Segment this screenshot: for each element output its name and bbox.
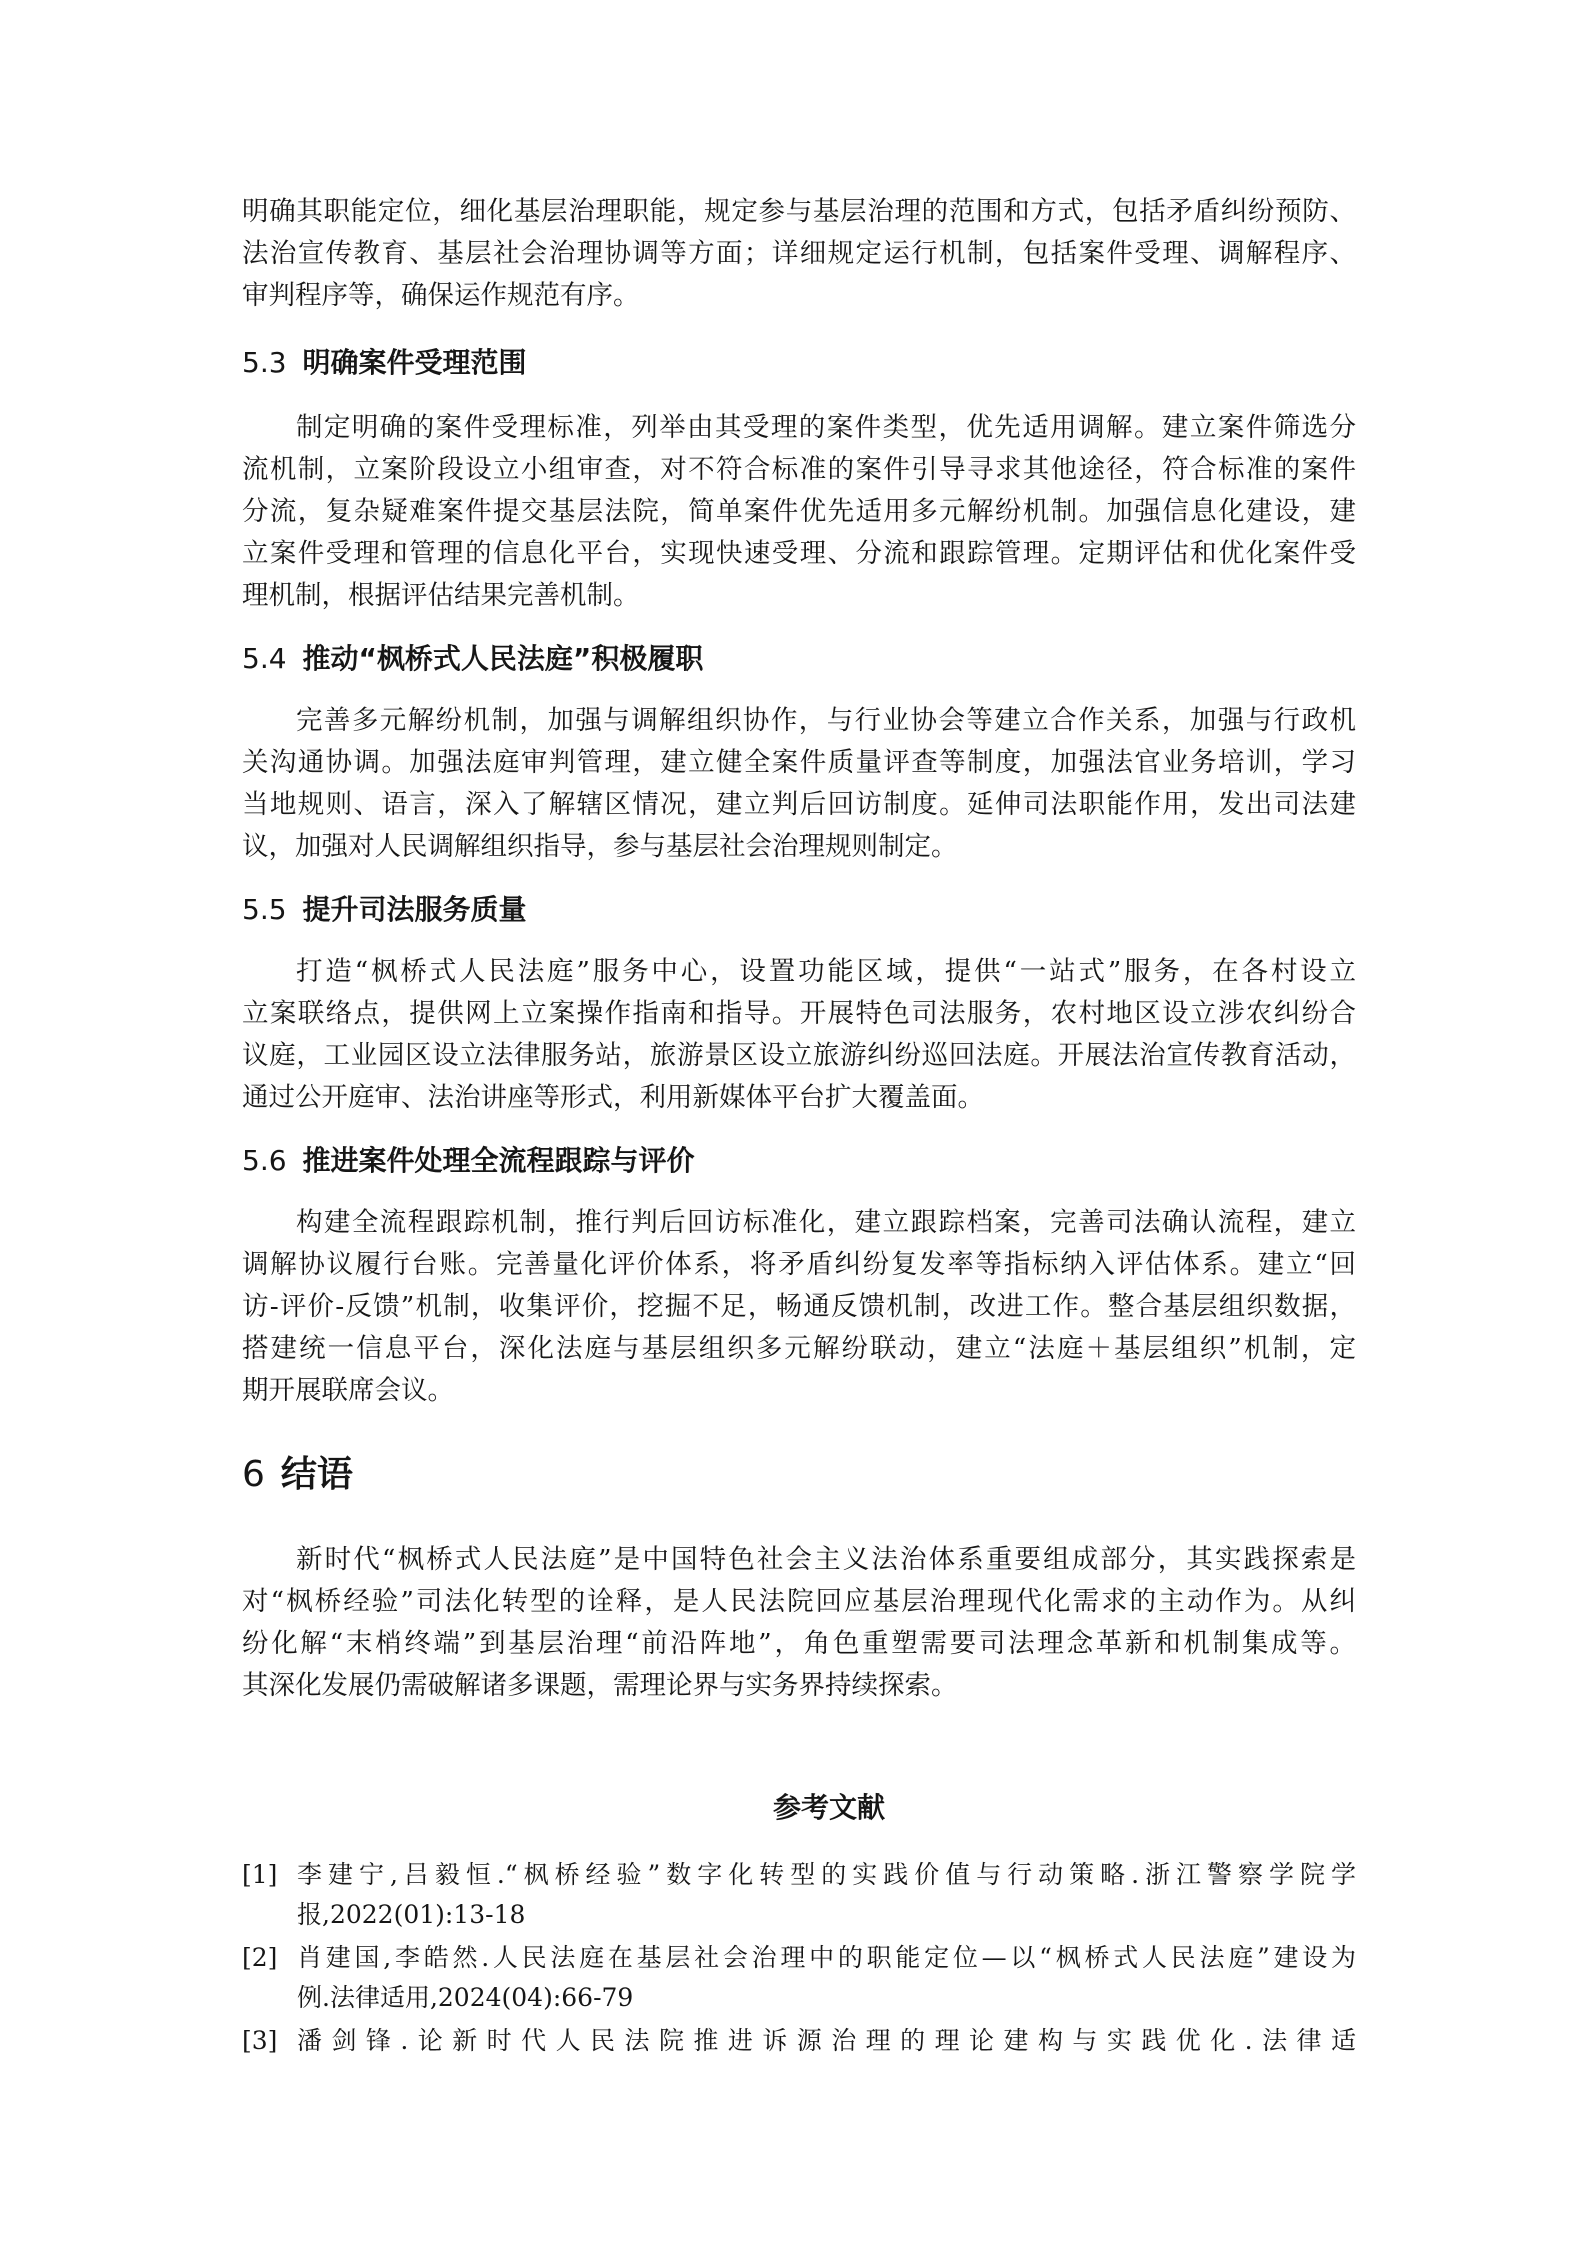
paragraph-line: 法治宣传教育、基层社会治理协调等方面；详细规定运行机制，包括案件受理、调解程序、 (242, 238, 1356, 269)
paragraph-line: 期开展联席会议。 (242, 1375, 454, 1406)
reference-item (242, 2021, 1356, 2061)
paragraph-line: 访-评价-反馈”机制，收集评价，挖掘不足，畅通反馈机制，改进工作。整合基层组织数据， (242, 1291, 1356, 1322)
section-heading-5-5 (242, 888, 1356, 932)
paragraph-line: 纷化解“末梢终端”到基层治理“前沿阵地”，角色重塑需要司法理念革新和机制集成等。 (242, 1628, 1356, 1659)
paragraph-line: 议，加强对人民调解组织指导，参与基层社会治理规则制定。 (242, 831, 958, 862)
section-5-6-paragraph (242, 1202, 1356, 1412)
reference-label: [3] (242, 2026, 278, 2055)
section-number: 5.6 (242, 1144, 287, 1177)
paragraph-line: 分流，复杂疑难案件提交基层法院，简单案件优先适用多元解纷机制。加强信息化建设，建 (242, 496, 1356, 527)
continuation-paragraph (242, 191, 1356, 317)
section-title: 推进案件处理全流程跟踪与评价 (302, 1144, 695, 1177)
paragraph-line: 关沟通协调。加强法庭审判管理，建立健全案件质量评查等制度，加强法官业务培训，学习 (242, 747, 1356, 778)
section-5-4-paragraph (242, 700, 1356, 868)
paragraph-line: 理机制，根据评估结果完善机制。 (242, 580, 640, 611)
reference-line: 例.法律适用,2024(04):66-79 (297, 1983, 634, 2012)
paragraph-line: 通过公开庭审、法治讲座等形式，利用新媒体平台扩大覆盖面。 (242, 1082, 984, 1113)
section-title: 明确案件受理范围 (302, 346, 527, 379)
reference-label: [1] (242, 1860, 278, 1889)
paragraph-line: 当地规则、语言，深入了解辖区情况，建立判后回访制度。延伸司法职能作用，发出司法建 (242, 789, 1356, 820)
section-title: 提升司法服务质量 (302, 893, 527, 926)
paragraph-line: 打造“枫桥式人民法庭”服务中心，设置功能区域，提供“一站式”服务，在各村设立 (296, 956, 1356, 987)
reference-item (242, 1855, 1356, 1935)
paragraph-line: 制定明确的案件受理标准，列举由其受理的案件类型，优先适用调解。建立案件筛选分 (296, 412, 1356, 443)
reference-text (297, 2021, 1356, 2061)
paragraph-line: 完善多元解纷机制，加强与调解组织协作，与行业协会等建立合作关系，加强与行政机 (296, 705, 1356, 736)
reference-line: 肖建国,李皓然.人民法庭在基层社会治理中的职能定位—以“枫桥式人民法庭”建设为 (297, 1943, 1356, 1972)
section-5-5-paragraph (242, 951, 1356, 1119)
section-heading-5-4 (242, 637, 1356, 681)
conclusion-paragraph (242, 1539, 1356, 1707)
reference-label: [2] (242, 1943, 278, 1972)
paragraph-line: 其深化发展仍需破解诸多课题，需理论界与实务界持续探索。 (242, 1670, 958, 1701)
section-heading-5-3 (242, 341, 1356, 385)
section-5-3-paragraph (242, 407, 1356, 617)
chapter-title: 结语 (280, 1454, 353, 1495)
chapter-number: 6 (242, 1454, 265, 1495)
reference-text (297, 1938, 1356, 2018)
paragraph-line: 审判程序等，确保运作规范有序。 (242, 280, 640, 311)
document-body (242, 191, 1356, 2064)
paragraph-line: 流机制，立案阶段设立小组审查，对不符合标准的案件引导寻求其他途径，符合标准的案件 (242, 454, 1356, 485)
paragraph-line: 立案件受理和管理的信息化平台，实现快速受理、分流和跟踪管理。定期评估和优化案件受 (242, 538, 1356, 569)
reference-text (297, 1855, 1356, 1935)
section-number: 5.4 (242, 642, 287, 675)
section-number: 5.5 (242, 893, 287, 926)
reference-line: 李建宁,吕毅恒.“枫桥经验”数字化转型的实践价值与行动策略.浙江警察学院学 (297, 1860, 1356, 1889)
paragraph-line: 构建全流程跟踪机制，推行判后回访标准化，建立跟踪档案，完善司法确认流程，建立 (296, 1207, 1356, 1238)
paragraph-line: 议庭，工业园区设立法律服务站，旅游景区设立旅游纠纷巡回法庭。开展法治宣传教育活动， (242, 1040, 1356, 1071)
paragraph-line: 明确其职能定位，细化基层治理职能，规定参与基层治理的范围和方式，包括矛盾纠纷预防、 (242, 196, 1356, 227)
paragraph-line: 新时代“枫桥式人民法庭”是中国特色社会主义法治体系重要组成部分，其实践探索是 (296, 1544, 1356, 1575)
paragraph-line: 对“枫桥经验”司法化转型的诠释，是人民法院回应基层治理现代化需求的主动作为。从纠 (242, 1586, 1356, 1617)
references-title: 参考文献 (772, 1791, 885, 1824)
paragraph-line: 立案联络点，提供网上立案操作指南和指导。开展特色司法服务，农村地区设立涉农纠纷合 (242, 998, 1356, 1029)
reference-line: 潘剑锋.论新时代人民法院推进诉源治理的理论建构与实践优化.法律适 (297, 2026, 1356, 2055)
section-heading-5-6 (242, 1139, 1356, 1183)
section-number: 5.3 (242, 346, 287, 379)
chapter-heading-conclusion (242, 1450, 1356, 1500)
reference-line: 报,2022(01):13-18 (297, 1900, 526, 1929)
paragraph-line: 调解协议履行台账。完善量化评价体系，将矛盾纠纷复发率等指标纳入评估体系。建立“回 (242, 1249, 1356, 1280)
section-title: 推动“枫桥式人民法庭”积极履职 (302, 642, 704, 675)
paragraph-line: 搭建统一信息平台，深化法庭与基层组织多元解纷联动，建立“法庭＋基层组织”机制，定 (242, 1333, 1356, 1364)
reference-item (242, 1938, 1356, 2018)
